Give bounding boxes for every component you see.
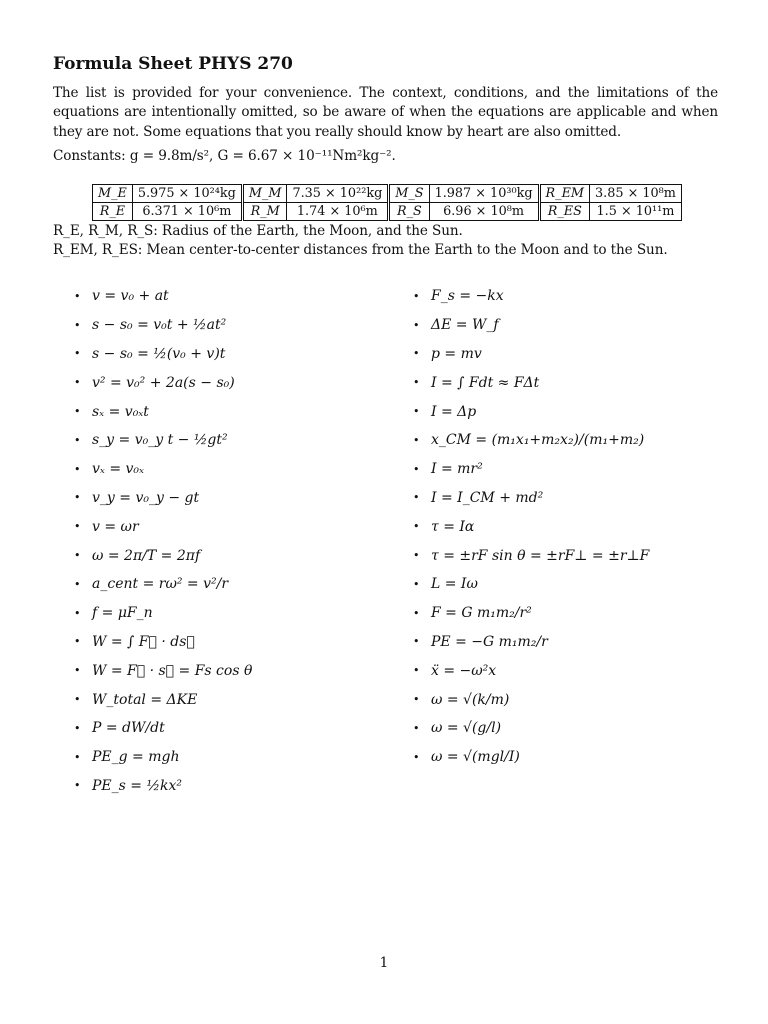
formula-item bbox=[74, 743, 252, 772]
formula-text: ẍ = −ω²x bbox=[431, 662, 497, 679]
formula-item bbox=[74, 311, 252, 340]
bullet-icon: • bbox=[74, 606, 81, 620]
formula-list-left bbox=[74, 282, 252, 800]
bullet-icon: • bbox=[74, 549, 81, 563]
bullet-icon: • bbox=[74, 433, 81, 447]
formula-text: v = v₀ + at bbox=[92, 288, 169, 305]
formula-item bbox=[74, 484, 252, 513]
formula-text: v_y = v₀_y − gt bbox=[92, 489, 200, 506]
constant-symbol: R_M bbox=[242, 203, 287, 221]
formula-item bbox=[413, 599, 649, 628]
constants-table bbox=[92, 184, 682, 221]
constants-table-wrapper bbox=[92, 184, 682, 221]
bullet-icon: • bbox=[413, 721, 420, 735]
bullet-icon: • bbox=[413, 462, 420, 476]
formula-item bbox=[74, 512, 252, 541]
bullet-icon: • bbox=[74, 520, 81, 534]
formula-text: F_s = −kx bbox=[431, 288, 504, 305]
formula-text: L = Iω bbox=[431, 576, 478, 593]
formula-item bbox=[413, 368, 649, 397]
formula-item bbox=[74, 685, 252, 714]
bullet-icon: • bbox=[74, 635, 81, 649]
formula-item bbox=[413, 484, 649, 513]
bullet-icon: • bbox=[413, 549, 420, 563]
formula-item bbox=[74, 282, 252, 311]
formula-item bbox=[413, 570, 649, 599]
formula-item bbox=[413, 397, 649, 426]
formula-text: sₓ = v₀ₓt bbox=[92, 403, 149, 420]
formula-text: p = mv bbox=[431, 345, 482, 362]
bullet-icon: • bbox=[413, 750, 420, 764]
constant-value: 6.371 × 10⁶m bbox=[132, 203, 242, 221]
constant-symbol: R_ES bbox=[539, 203, 589, 221]
distance-note: R_EM, R_ES: Mean center-to-center distances from the Earth to the Moon and to the Sun. bbox=[53, 242, 668, 258]
formula-text: PE = −G m₁m₂/r bbox=[431, 633, 548, 650]
bullet-icon: • bbox=[413, 405, 420, 419]
formula-item bbox=[74, 426, 252, 455]
formula-text: I = I_CM + md² bbox=[431, 489, 544, 506]
bullet-icon: • bbox=[413, 635, 420, 649]
page-title: Formula Sheet PHYS 270 bbox=[53, 54, 293, 74]
formula-text: s_y = v₀_y t − ½gt² bbox=[92, 432, 228, 449]
constant-symbol: M_S bbox=[389, 185, 429, 203]
formula-text: ΔE = W_f bbox=[431, 317, 499, 334]
formula-text: τ = ±rF sin θ = ±rF⊥ = ±r⊥F bbox=[431, 547, 650, 564]
formula-list-right bbox=[413, 282, 649, 772]
bullet-icon: • bbox=[413, 289, 420, 303]
formula-item bbox=[74, 397, 252, 426]
bullet-icon: • bbox=[413, 318, 420, 332]
formula-text: W = ∫ F⃗ · ds⃗ bbox=[92, 633, 195, 650]
formula-text: PE_g = mgh bbox=[92, 749, 180, 766]
constant-value: 1.74 × 10⁶m bbox=[287, 203, 389, 221]
bullet-icon: • bbox=[413, 491, 420, 505]
bullet-icon: • bbox=[413, 577, 420, 591]
bullet-icon: • bbox=[74, 779, 81, 793]
formula-text: ω = √(mgl/I) bbox=[431, 749, 520, 766]
formula-text: v = ωr bbox=[92, 518, 139, 535]
formula-item bbox=[413, 512, 649, 541]
formula-item bbox=[413, 455, 649, 484]
formula-item bbox=[413, 685, 649, 714]
bullet-icon: • bbox=[413, 433, 420, 447]
bullet-icon: • bbox=[74, 289, 81, 303]
formula-text: F = G m₁m₂/r² bbox=[431, 605, 532, 622]
bullet-icon: • bbox=[74, 347, 81, 361]
bullet-icon: • bbox=[74, 721, 81, 735]
constants-line: Constants: g = 9.8m/s², G = 6.67 × 10⁻¹¹Nm²kg⁻². bbox=[53, 148, 396, 164]
formula-text: P = dW/dt bbox=[92, 720, 165, 737]
formula-text: s − s₀ = v₀t + ½at² bbox=[92, 317, 227, 334]
bullet-icon: • bbox=[74, 405, 81, 419]
bullet-icon: • bbox=[74, 318, 81, 332]
formula-text: ω = 2π/T = 2πf bbox=[92, 547, 201, 564]
bullet-icon: • bbox=[74, 376, 81, 390]
constant-value: 1.987 × 10³⁰kg bbox=[429, 185, 539, 203]
formula-text: v² = v₀² + 2a(s − s₀) bbox=[92, 374, 235, 391]
radius-note: R_E, R_M, R_S: Radius of the Earth, the Moon, and the Sun. bbox=[53, 223, 463, 239]
formula-item bbox=[413, 714, 649, 743]
formula-text: f = μF_n bbox=[92, 605, 153, 622]
formula-item bbox=[74, 599, 252, 628]
formula-text: x_CM = (m₁x₁+m₂x₂)/(m₁+m₂) bbox=[431, 432, 645, 449]
formula-text: W_total = ΔKE bbox=[92, 691, 198, 708]
formula-item bbox=[74, 340, 252, 369]
formula-item bbox=[413, 282, 649, 311]
constant-symbol: R_EM bbox=[539, 185, 589, 203]
formula-text: ω = √(k/m) bbox=[431, 691, 510, 708]
formula-text: I = mr² bbox=[431, 461, 483, 478]
constant-symbol: M_M bbox=[242, 185, 287, 203]
formula-item bbox=[413, 340, 649, 369]
formula-item bbox=[74, 455, 252, 484]
intro-paragraph: The list is provided for your convenience. The context, conditions, and the limitations of the equations are intentionally omitted, so be aware of when the equations are applicable and when they are not. Some equations that you really should know by heart are also omitted. bbox=[53, 85, 718, 140]
formula-item bbox=[413, 628, 649, 657]
bullet-icon: • bbox=[413, 347, 420, 361]
formula-text: τ = Iα bbox=[431, 518, 475, 535]
formula-text: W = F⃗ · s⃗ = Fs cos θ bbox=[92, 662, 253, 679]
formula-item bbox=[413, 743, 649, 772]
formula-item bbox=[74, 772, 252, 801]
bullet-icon: • bbox=[74, 577, 81, 591]
formula-text: I = Δp bbox=[431, 403, 477, 420]
formula-item bbox=[413, 656, 649, 685]
constant-value: 5.975 × 10²⁴kg bbox=[132, 185, 242, 203]
formula-item bbox=[74, 714, 252, 743]
formula-item bbox=[74, 368, 252, 397]
constant-symbol: M_E bbox=[93, 185, 133, 203]
bullet-icon: • bbox=[74, 491, 81, 505]
constant-value: 3.85 × 10⁸m bbox=[590, 185, 682, 203]
bullet-icon: • bbox=[74, 462, 81, 476]
formula-text: vₓ = v₀ₓ bbox=[92, 461, 145, 478]
constant-symbol: R_E bbox=[93, 203, 133, 221]
formula-text: PE_s = ½kx² bbox=[92, 777, 183, 794]
formula-item bbox=[74, 570, 252, 599]
formula-text: s − s₀ = ½(v₀ + v)t bbox=[92, 345, 226, 362]
constants-table-row bbox=[93, 185, 682, 203]
bullet-icon: • bbox=[413, 606, 420, 620]
formula-text: ω = √(g/l) bbox=[431, 720, 502, 737]
constant-value: 6.96 × 10⁸m bbox=[429, 203, 539, 221]
constant-symbol: R_S bbox=[389, 203, 429, 221]
formula-item bbox=[74, 541, 252, 570]
bullet-icon: • bbox=[413, 693, 420, 707]
bullet-icon: • bbox=[413, 376, 420, 390]
bullet-icon: • bbox=[413, 520, 420, 534]
bullet-icon: • bbox=[74, 664, 81, 678]
bullet-icon: • bbox=[74, 693, 81, 707]
bullet-icon: • bbox=[74, 750, 81, 764]
formula-text: I = ∫ Fdt ≈ FΔt bbox=[431, 374, 540, 391]
formula-item bbox=[413, 311, 649, 340]
formula-item bbox=[413, 541, 649, 570]
formula-item bbox=[74, 656, 252, 685]
constant-value: 1.5 × 10¹¹m bbox=[590, 203, 682, 221]
formula-text: a_cent = rω² = v²/r bbox=[92, 576, 229, 593]
bullet-icon: • bbox=[413, 664, 420, 678]
page-number: 1 bbox=[379, 955, 389, 971]
formula-item bbox=[74, 628, 252, 657]
constants-table-row bbox=[93, 203, 682, 221]
constant-value: 7.35 × 10²²kg bbox=[287, 185, 389, 203]
formula-item bbox=[413, 426, 649, 455]
